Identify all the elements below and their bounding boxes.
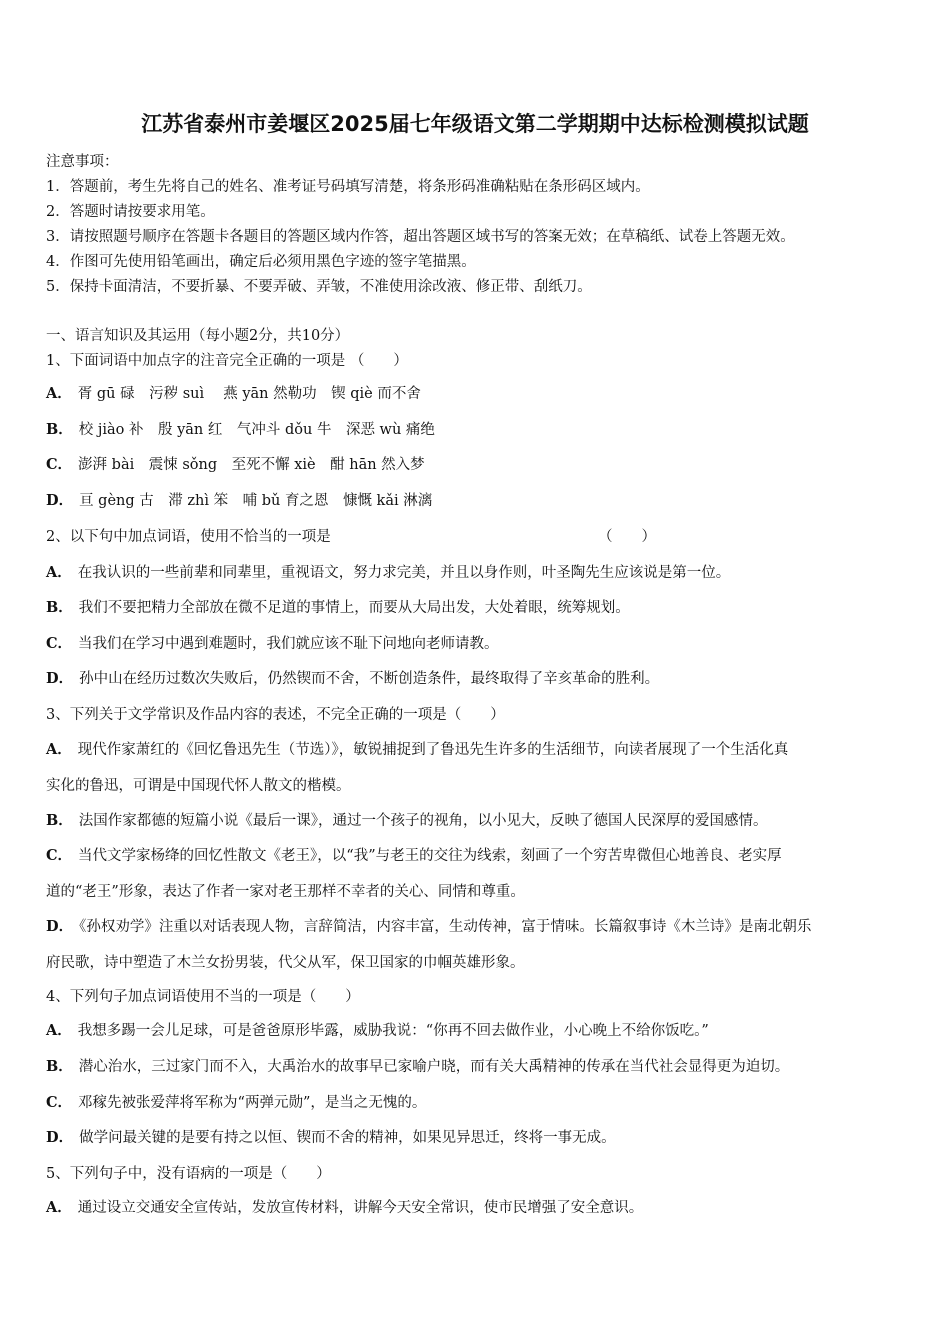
option-text: 校 jiào 补 殷 yān 红 气冲斗 dǒu 牛 深恶 wù 痛绝 [78, 422, 435, 438]
option-text: 亘 gèng 古 滞 zhì 笨 哺 bǔ 育之恩 慷慨 kǎi 淋漓 [79, 493, 433, 509]
question-3-option-b [46, 811, 916, 831]
option-text-continued: 道的“老王”形象，表达了作者一家对老王那样不幸者的关心、同情和尊重。 [46, 884, 525, 900]
question-1-option-d [46, 491, 916, 511]
option-text: 澎湃 bài 震悚 sǒng 至死不懈 xiè 酣 hān 然入梦 [78, 457, 425, 473]
option-text: 法国作家都德的短篇小说《最后一课》，通过一个孩子的视角，以小见大，反映了德国人民深厚的爱国感情。 [78, 813, 768, 829]
question-2-option-b [46, 598, 916, 618]
question-5-option-a [46, 1198, 916, 1218]
notice-item: 4．作图可先使用铅笔画出，确定后必须用黑色字迹的签字笔描黑。 [46, 254, 476, 270]
page-title: 江苏省泰州市姜堰区2025届七年级语文第二学期期中达标检测模拟试题 [141, 112, 809, 136]
question-1-option-b [46, 420, 916, 440]
option-label: B． [46, 421, 73, 438]
option-label: A． [46, 385, 72, 402]
question-1-option-c [46, 455, 916, 475]
question-2-stem [46, 527, 916, 547]
question-3-option-d [46, 917, 916, 937]
notice-item: 2．答题时请按要求用笔。 [46, 204, 215, 220]
option-label: A． [46, 1199, 72, 1216]
option-text: 邓稼先被张爱萍将军称为“两弹元勋”，是当之无愧的。 [78, 1095, 427, 1111]
option-text: 通过设立交通安全宣传站，发放宣传材料，讲解今天安全常识，使市民增强了安全意识。 [77, 1200, 644, 1216]
notice-heading: 注意事项： [46, 154, 119, 170]
question-5-stem: 5、下列句子中，没有语病的一项是（ ） [46, 1166, 331, 1182]
question-2-option-a [46, 563, 916, 583]
question-3-option-c [46, 846, 916, 866]
option-text: 我们不要把精力全部放在微不足道的事情上，而要从大局出发，大处着眼，统筹规划。 [78, 600, 630, 616]
option-label: C． [46, 456, 73, 473]
question-2-text: 2、以下句中加点词语，使用不恰当的一项是 [46, 529, 331, 545]
question-3-stem: 3、下列关于文学常识及作品内容的表述，不完全正确的一项是（ ） [46, 707, 505, 723]
option-text: 在我认识的一些前辈和同辈里，重视语文，努力求完美，并且以身作则，叶圣陶先生应该说是第一位。 [77, 565, 731, 581]
option-label: D． [46, 670, 74, 687]
answer-parentheses: （ ） [598, 529, 656, 545]
option-label: D． [46, 492, 74, 509]
question-4-option-b [46, 1057, 916, 1077]
question-3-option-a [46, 740, 916, 760]
option-text: 孙中山在经历过数次失败后，仍然锲而不舍，不断创造条件，最终取得了辛亥革命的胜利。 [79, 671, 660, 687]
option-text-continued: 府民歌，诗中塑造了木兰女扮男装，代父从军，保卫国家的巾帼英雄形象。 [46, 955, 525, 971]
question-1-stem: 1、下面词语中加点字的注音完全正确的一项是 （ ） [46, 353, 408, 369]
question-4-stem: 4、下列句子加点词语使用不当的一项是（ ） [46, 989, 360, 1005]
question-1-option-a [46, 384, 916, 404]
question-4-option-a [46, 1021, 916, 1041]
option-text: 潜心治水，三过家门而不入，大禹治水的故事早已家喻户晓，而有关大禹精神的传承在当代社会显得更为迫切。 [78, 1059, 790, 1075]
question-2-option-d [46, 669, 916, 689]
option-label: C． [46, 1094, 73, 1111]
option-text: 当代文学家杨绛的回忆性散文《老王》，以“我”与老王的交往为线索，刻画了一个穷苦卑微但心地善良、老实厚 [78, 848, 782, 864]
notice-item: 5．保持卡面清洁，不要折暴、不要弄破、弄皱，不准使用涂改液、修正带、刮纸刀。 [46, 279, 592, 295]
notice-item: 1．答题前，考生先将自己的姓名、准考证号码填写清楚，将条形码准确粘贴在条形码区域内。 [46, 179, 650, 195]
question-2-option-c [46, 634, 916, 654]
option-text: 胥 gū 碌 污秽 suì 燕 yān 然勒功 锲 qiè 而不舍 [77, 386, 421, 402]
section-heading: 一、语言知识及其运用（每小题2分，共10分） [46, 328, 350, 344]
question-4-option-d [46, 1128, 916, 1148]
option-text: 我想多踢一会儿足球，可是爸爸原形毕露，威胁我说：“你再不回去做作业，小心晚上不给你饭吃。” [77, 1023, 709, 1039]
option-text-continued: 实化的鲁迅，可谓是中国现代怀人散文的楷模。 [46, 778, 351, 794]
option-label: D． [46, 1129, 74, 1146]
option-label: A． [46, 564, 72, 581]
option-label: A． [46, 1022, 72, 1039]
option-label: D． [46, 918, 74, 935]
question-4-option-c [46, 1093, 916, 1113]
option-text: 做学问最关键的是要有持之以恒、锲而不舍的精神，如果见异思迁，终将一事无成。 [79, 1130, 616, 1146]
option-text: 现代作家萧红的《回忆鲁迅先生（节选）》，敏锐捕捉到了鲁迅先生许多的生活细节，向读者展现了一个生活化真 [77, 742, 789, 758]
option-label: C． [46, 635, 73, 652]
option-label: B． [46, 599, 73, 616]
option-label: B． [46, 812, 73, 829]
option-text: 当我们在学习中遇到难题时，我们就应该不耻下问地向老师请教。 [78, 636, 499, 652]
option-label: C． [46, 847, 73, 864]
option-label: A． [46, 741, 72, 758]
notice-item: 3．请按照题号顺序在答题卡各题目的答题区域内作答，超出答题区域书写的答案无效；在草稿纸、试卷上答题无效。 [46, 229, 795, 245]
option-label: B． [46, 1058, 73, 1075]
option-text: 《孙权劝学》注重以对话表现人物，言辞简洁，内容丰富，生动传神，富于情味。长篇叙事诗《木兰诗》是南北朝乐 [79, 919, 812, 935]
